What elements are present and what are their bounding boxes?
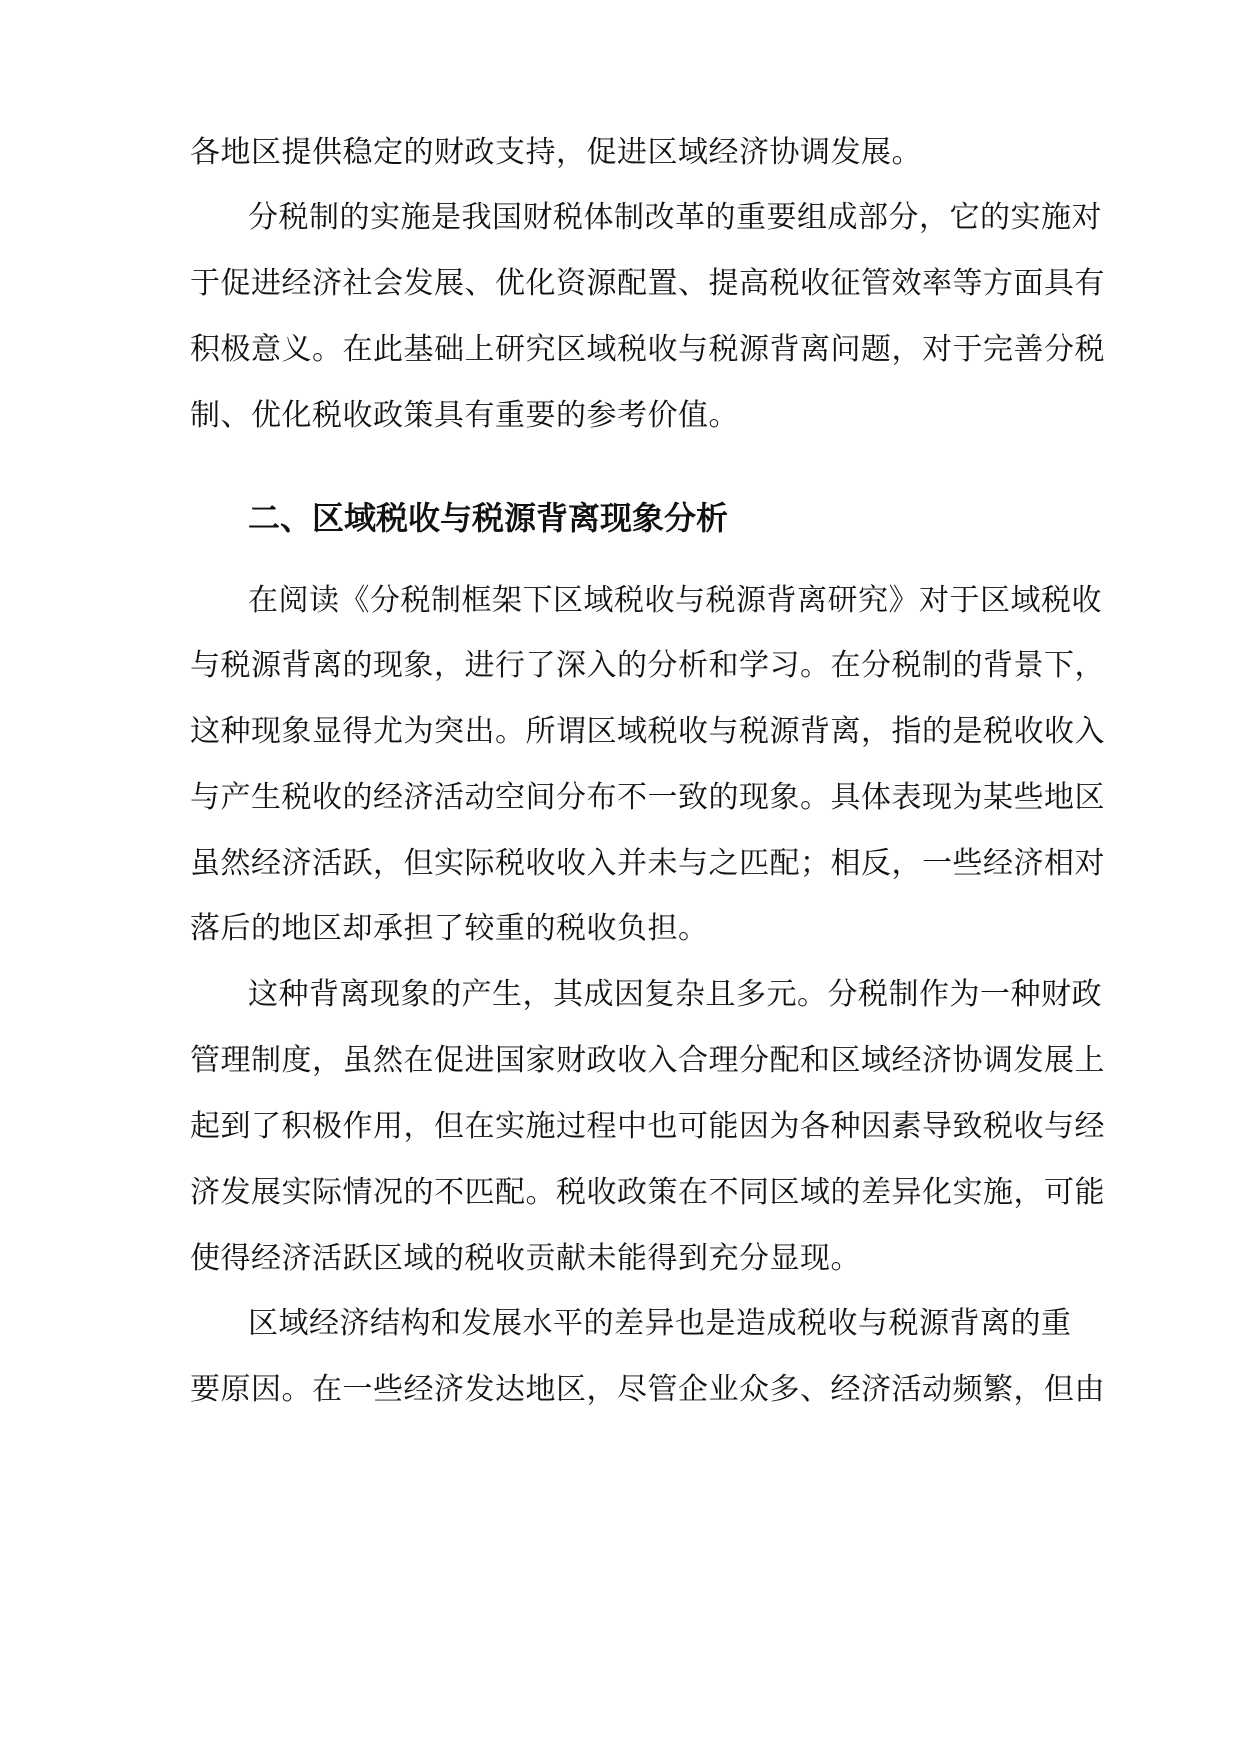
paragraph-line: 这种背离现象的产生，其成因复杂且多元。分税制作为一种财政	[248, 977, 1102, 1012]
paragraph-line: 管理制度，虽然在促进国家财政收入合理分配和区域经济协调发展上	[190, 1043, 1105, 1078]
paragraph-line: 济发展实际情况的不匹配。税收政策在不同区域的差异化实施，可能	[190, 1175, 1105, 1210]
paragraph-line: 区域经济结构和发展水平的差异也是造成税收与税源背离的重	[248, 1306, 1072, 1341]
section-heading: 二、区域税收与税源背离现象分析	[248, 499, 729, 537]
paragraph-line: 这种现象显得尤为突出。所谓区域税收与税源背离，指的是税收收入	[190, 714, 1105, 749]
paragraph-line: 积极意义。在此基础上研究区域税收与税源背离问题，对于完善分税	[190, 332, 1105, 367]
paragraph-line: 起到了积极作用，但在实施过程中也可能因为各种因素导致税收与经	[190, 1109, 1105, 1144]
paragraph-line: 落后的地区却承担了较重的税收负担。	[190, 911, 709, 946]
paragraph-line: 使得经济活跃区域的税收贡献未能得到充分显现。	[190, 1241, 861, 1276]
paragraph-line: 于促进经济社会发展、优化资源配置、提高税收征管效率等方面具有	[190, 266, 1105, 301]
paragraph-line: 分税制的实施是我国财税体制改革的重要组成部分，它的实施对	[248, 200, 1102, 235]
paragraph-line: 与税源背离的现象，进行了深入的分析和学习。在分税制的背景下，	[190, 648, 1105, 683]
paragraph-line: 制、优化税收政策具有重要的参考价值。	[190, 398, 739, 433]
paragraph-line: 与产生税收的经济活动空间分布不一致的现象。具体表现为某些地区	[190, 780, 1105, 815]
paragraph-line: 在阅读《分税制框架下区域税收与税源背离研究》对于区域税收	[248, 583, 1102, 618]
paragraph-line: 各地区提供稳定的财政支持，促进区域经济协调发展。	[190, 135, 922, 170]
paragraph-line: 要原因。在一些经济发达地区，尽管企业众多、经济活动频繁，但由	[190, 1372, 1105, 1407]
paragraph-line: 虽然经济活跃，但实际税收收入并未与之匹配；相反，一些经济相对	[190, 846, 1105, 881]
